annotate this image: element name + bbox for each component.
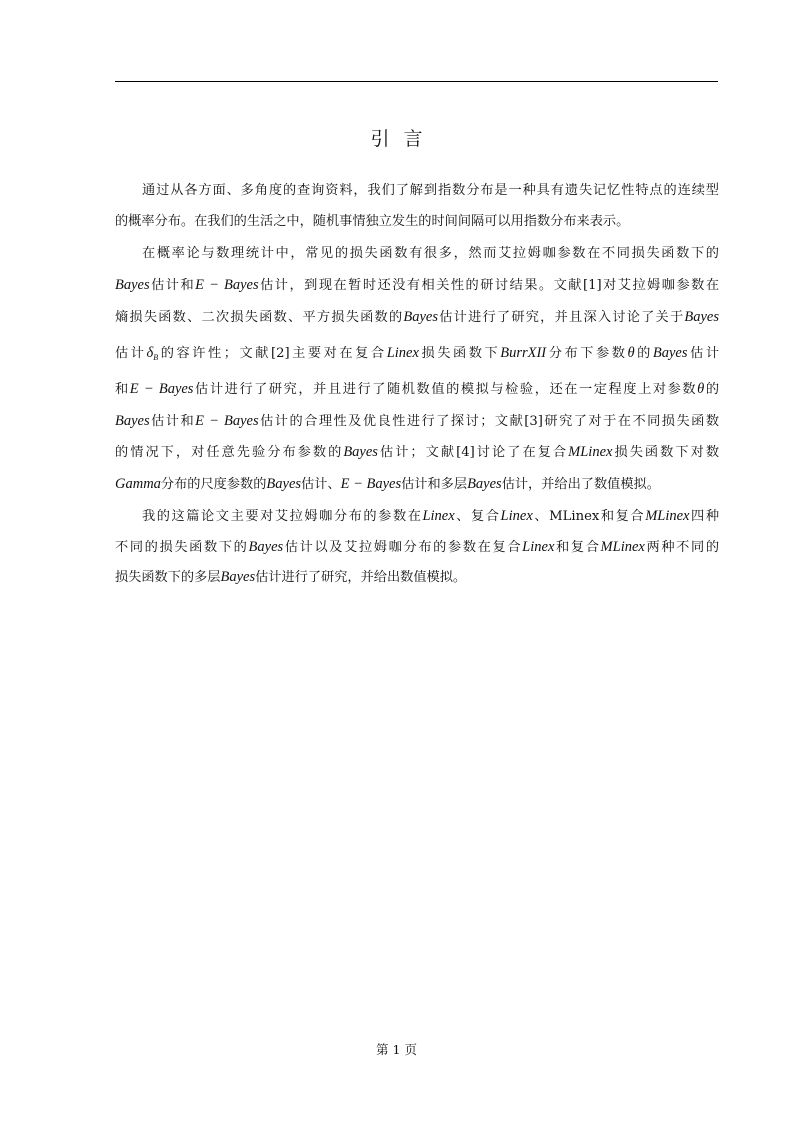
math-term: δ xyxy=(146,345,154,361)
text-run: 通过从各方面、多角度的查询资料，我们了解到指数分布是一种具有遗失记忆性特点的连续型 xyxy=(142,183,719,198)
text-run: 的情况下，对任意先验分布参数的 xyxy=(115,445,344,460)
text-run: 分布的尺度参数的 xyxy=(160,477,267,492)
math-term: Bayes xyxy=(248,539,284,555)
paragraph-2-line-6 xyxy=(115,410,719,432)
math-term: Bayes xyxy=(403,309,439,325)
text-run: 的 xyxy=(704,382,720,397)
text-run: 的容许性；文献[2]主要对在复合 xyxy=(158,346,387,361)
math-term: Linex xyxy=(500,508,533,524)
math-term: Bayes xyxy=(266,476,302,492)
math-term: Linex xyxy=(522,539,555,555)
paragraph-2-line-5 xyxy=(115,378,719,400)
text-run: 的概率分布。在我们的生活之中，随机事情独立发生的时间间隔可以用指数分布来表示。 xyxy=(115,214,630,229)
paragraph-2-line-3 xyxy=(115,306,719,328)
paragraph-2-line-8 xyxy=(115,473,719,495)
math-term: E − Bayes xyxy=(129,381,194,397)
paragraph-3-line-2 xyxy=(115,536,719,558)
paragraph-2-line-2 xyxy=(115,274,719,296)
text-run: 估计以及艾拉姆咖分布的参数在复合 xyxy=(283,540,523,555)
text-run: 损失函数下的多层 xyxy=(115,570,221,585)
math-term: θ xyxy=(627,345,635,361)
text-run: 的 xyxy=(634,346,653,361)
text-run: 估计，并给出了数值模拟。 xyxy=(501,477,660,492)
text-run: 估计 xyxy=(115,346,147,361)
math-term: Linex xyxy=(422,508,455,524)
math-term: Bayes xyxy=(343,444,378,460)
math-subscript: B xyxy=(153,353,159,362)
math-term: Bayes xyxy=(220,569,256,585)
text-run: 熵损失函数、二次损失函数、平方损失函数的 xyxy=(115,310,404,325)
text-run: 、MLinex和复合 xyxy=(532,509,646,524)
page-number: 第 1 页 xyxy=(376,1042,417,1057)
math-term: MLinex xyxy=(568,444,613,460)
text-run: 估计进行了研究，并给出数值模拟。 xyxy=(255,570,467,585)
text-run: 和 xyxy=(115,382,130,397)
math-term: Bayes xyxy=(115,277,150,293)
math-term: Bayes xyxy=(115,413,150,429)
text-run: 估计的合理性及优良性进行了探讨；文献[3]研究了对于在不同损失函数 xyxy=(258,414,720,429)
paragraph-3-line-3 xyxy=(115,566,719,588)
paragraph-3-line-1 xyxy=(142,505,719,527)
text-run: 分布下参数 xyxy=(546,346,628,361)
math-term: E − Bayes xyxy=(340,476,402,492)
text-run: 估计进行了研究，并且进行了随机数值的模拟与检验，还在一定程度上对参数 xyxy=(193,382,698,397)
math-term: Linex xyxy=(386,345,419,361)
text-run: 估计、 xyxy=(301,477,341,492)
math-term: E − Bayes xyxy=(195,413,259,429)
paragraph-1-line-1 xyxy=(142,180,719,202)
math-term: E − Bayes xyxy=(195,277,259,293)
math-term: Burr xyxy=(500,345,528,361)
header-rule xyxy=(115,81,718,82)
paragraph-1-line-2 xyxy=(115,211,719,233)
text-run: 损失函数下 xyxy=(418,346,501,361)
text-run: 估计；文献[4]讨论了在复合 xyxy=(377,445,569,460)
text-run: 估计进行了研究，并且深入讨论了关于 xyxy=(438,310,685,325)
text-run: 估计 xyxy=(687,346,720,361)
math-term: Gamma xyxy=(115,476,161,492)
text-run: 在概率论与数理统计中，常见的损失函数有很多，然而艾拉姆咖参数在不同损失函数下的 xyxy=(142,246,719,261)
paragraph-2-line-4 xyxy=(115,342,719,364)
paragraph-2-line-7 xyxy=(115,441,719,463)
math-term: Bayes xyxy=(684,309,720,325)
math-term: Bayes xyxy=(467,476,502,492)
text-run: 两种不同的 xyxy=(644,540,720,555)
paragraph-2-line-1 xyxy=(142,243,719,265)
text-run: 损失函数下对数 xyxy=(612,445,720,460)
text-run: 估计，到现在暂时还没有相关性的研讨结果。文献[1]对艾拉姆咖参数在 xyxy=(258,278,720,293)
text-run: 我的这篇论文主要对艾拉姆咖分布的参数在 xyxy=(142,509,423,524)
text-run: 估计和 xyxy=(149,414,196,429)
math-term: XII xyxy=(527,345,547,361)
math-term: MLinex xyxy=(645,508,690,524)
text-run: 估计和 xyxy=(149,278,196,293)
math-term: θ xyxy=(697,381,705,397)
text-run: 和复合 xyxy=(554,540,601,555)
text-run: 、复合 xyxy=(454,509,501,524)
math-term: MLinex xyxy=(600,539,645,555)
section-title: 引言 xyxy=(370,128,437,150)
math-term: Bayes xyxy=(652,345,688,361)
text-run: 估计和多层 xyxy=(401,477,468,492)
text-run: 不同的损失函数下的 xyxy=(115,540,249,555)
text-run: 四种 xyxy=(689,509,720,524)
